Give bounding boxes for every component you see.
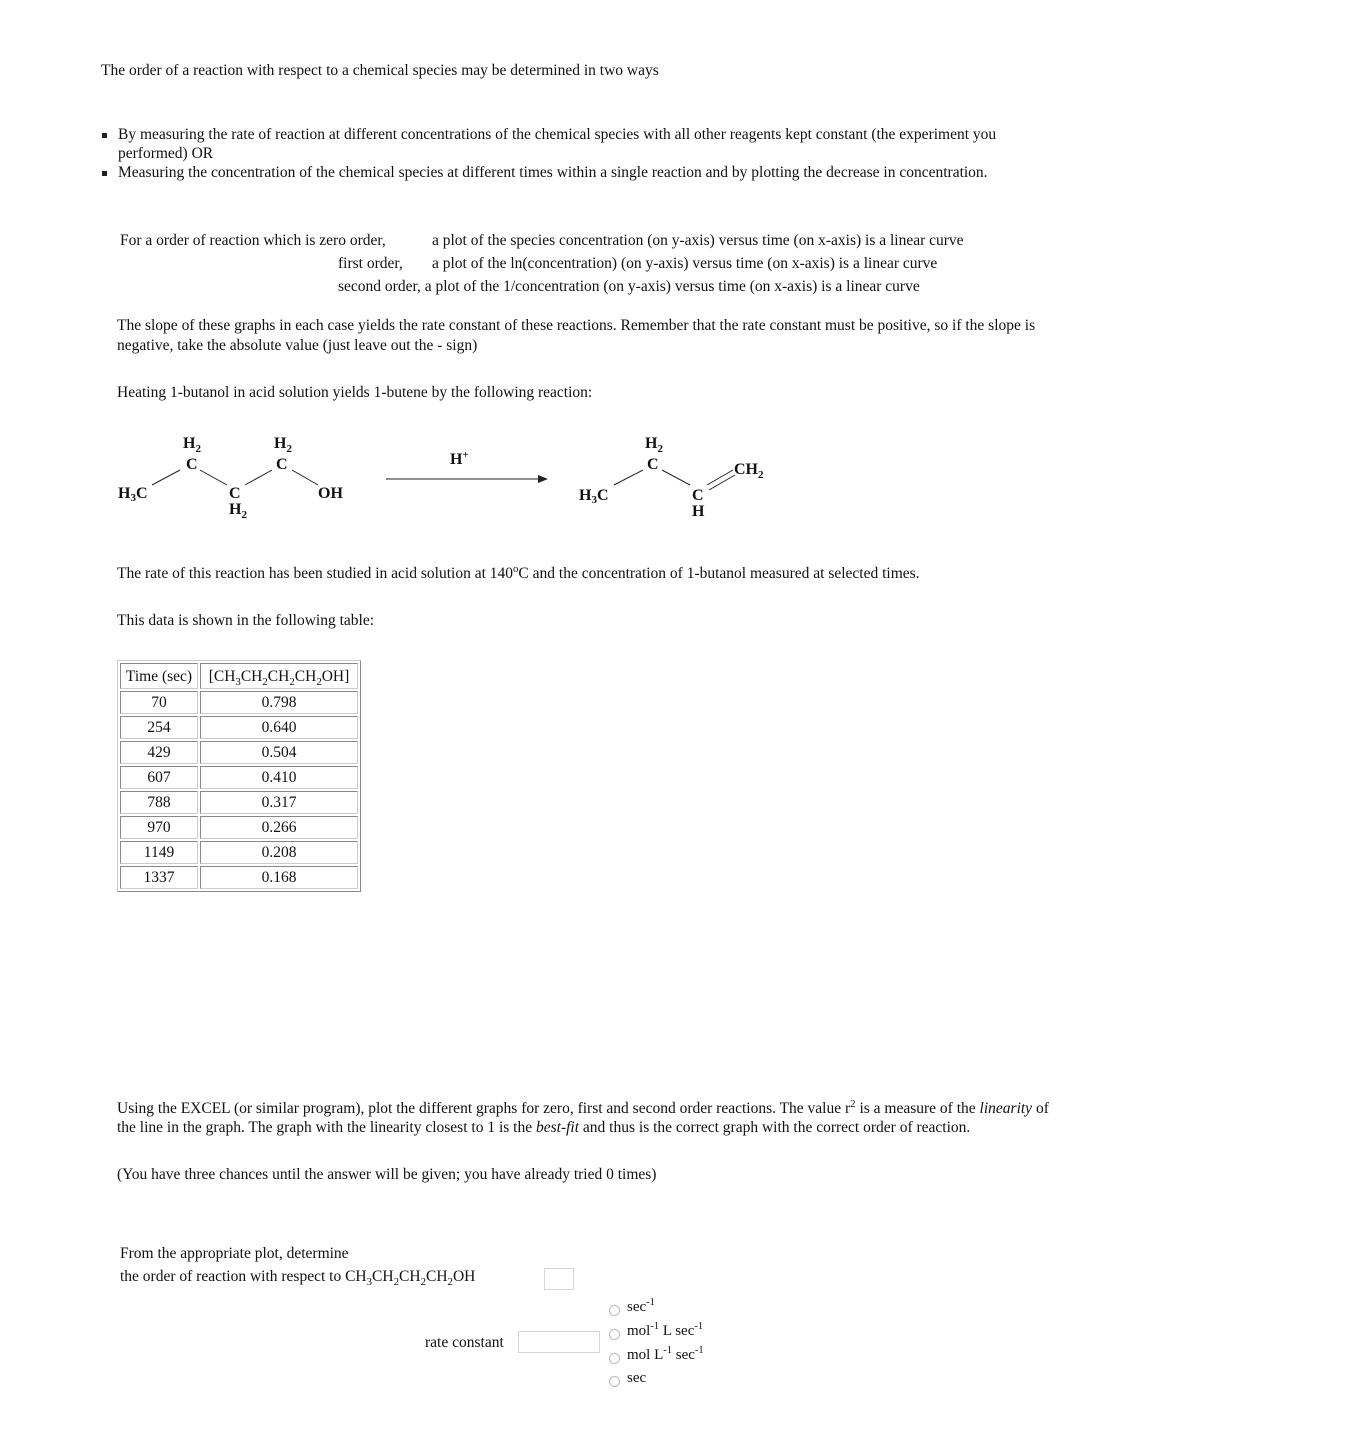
time-cell: 1149 [120,841,198,864]
catalyst-label: H+ [450,449,469,468]
header-concentration: $[CH_3CH_2CH_2CH_2OH]$ [200,663,358,689]
conc-cell: 0.798 [200,691,358,714]
h2-label: $H_2$ [274,435,292,455]
bullet-1-line-1: By measuring the rate of reaction at different concentrations of the chemical species with all other reagents kept constant (the experiment you [118,126,997,143]
time-cell: 788 [120,791,198,814]
bullet-1-line-2: performed) OR [118,145,214,162]
carbon-label: C [276,456,288,473]
first-order-desc: a plot of the ln(concentration) (on y-axis) versus time (on x-axis) is a linear curve [432,255,938,272]
table-row [120,791,358,814]
order-input[interactable] [544,1268,574,1290]
time-cell: 254 [120,716,198,739]
unit-label-sec: sec [627,1370,647,1386]
unit-radio-mol-inv-l-sec-inv[interactable] [609,1329,620,1340]
time-cell: 70 [120,691,198,714]
time-cell: 970 [120,816,198,839]
h2-label: $H_2$ [229,501,247,521]
unit-radio-sec-inverse[interactable] [609,1305,620,1316]
rate-study-text: The rate of this reaction has been studied in acid solution at 140$^o$C and the concentration of 1-butanol measured at selected times. [117,562,920,582]
unit-label-mol-l-inv-sec-inv: mol $L^{-1}$ $\sec^{-1}$ [627,1345,704,1363]
excel-text-line-1: Using the EXCEL (or similar program), plot the different graphs for zero, first and second order reactions. The value $r^2$ is a measure of the linearity of [117,1097,1049,1117]
table-row [120,691,358,714]
reaction-scheme [0,0,1368,540]
question-line-1: From the appropriate plot, determine [120,1245,349,1262]
h2-label: $H_2$ [183,435,201,455]
hydroxyl-label: OH [318,485,343,502]
table-row [120,816,358,839]
conc-cell: 0.266 [200,816,358,839]
conc-cell: 0.208 [200,841,358,864]
conc-cell: 0.504 [200,741,358,764]
header-time: Time (sec) [120,663,198,689]
unit-label-sec-inverse: $\sec^{-1}$ [627,1297,655,1315]
rate-constant-input[interactable] [518,1331,600,1353]
heating-text: Heating 1-butanol in acid solution yields 1-butene by the following reaction: [117,384,593,401]
question-line-2: the order of reaction with respect to $CH_3CH_2CH_2CH_2OH$ [120,1268,476,1289]
time-cell: 607 [120,766,198,789]
zero-order-desc: a plot of the species concentration (on y-axis) versus time (on x-axis) is a linear curve [432,232,964,249]
h3c-label: H3C [118,485,148,504]
table-row [120,841,358,864]
concentration-table [117,660,361,892]
unit-radio-mol-l-inv-sec-inv[interactable] [609,1353,620,1364]
conc-cell: 0.640 [200,716,358,739]
ch2-label: $CH_2$ [734,461,764,481]
data-intro-text: This data is shown in the following table: [117,612,375,629]
table-row [120,741,358,764]
carbon-label: C [647,456,659,473]
carbon-label: C [692,487,704,504]
slope-text-line-2: negative, take the absolute value (just leave out the - sign) [117,337,478,354]
conc-cell: 0.168 [200,866,358,889]
conc-cell: 0.317 [200,791,358,814]
table-row [120,866,358,889]
table-header-row [120,663,358,689]
slope-text-line-1: The slope of these graphs in each case yields the rate constant of these reactions. Remember that the rate constant must be positive, so if the slope is [117,317,1036,334]
time-cell: 1337 [120,866,198,889]
excel-text-line-2: the line in the graph. The graph with the linearity closest to 1 is the best-fit and thus is the correct graph with the correct order of reaction. [117,1119,971,1136]
chances-text: (You have three chances until the answer will be given; you have already tried 0 times) [117,1166,657,1183]
conc-cell: 0.410 [200,766,358,789]
rate-constant-label: rate constant [425,1334,504,1351]
carbon-label: C [186,456,198,473]
hydrogen-label: H [692,503,705,520]
h3c-label: H3C [579,487,609,506]
time-cell: 429 [120,741,198,764]
table-row [120,766,358,789]
orders-lead: For a order of reaction which is zero order, [120,232,386,249]
first-order-label: first order, [338,255,403,272]
unit-label-mol-inv-l-sec-inv: mol$^{-1}$ L $\sec^{-1}$ [627,1321,704,1339]
intro-text: The order of a reaction with respect to a chemical species may be determined in two ways [101,62,659,79]
h2-label: $H_2$ [645,435,663,455]
carbon-label: C [229,485,241,502]
second-order-line: second order, a plot of the 1/concentration (on y-axis) versus time (on x-axis) is a linear curve [338,278,920,295]
table-row [120,716,358,739]
unit-radio-sec[interactable] [609,1376,620,1387]
bullet-2: Measuring the concentration of the chemical species at different times within a single reaction and by plotting the decrease in concentration. [118,164,988,181]
